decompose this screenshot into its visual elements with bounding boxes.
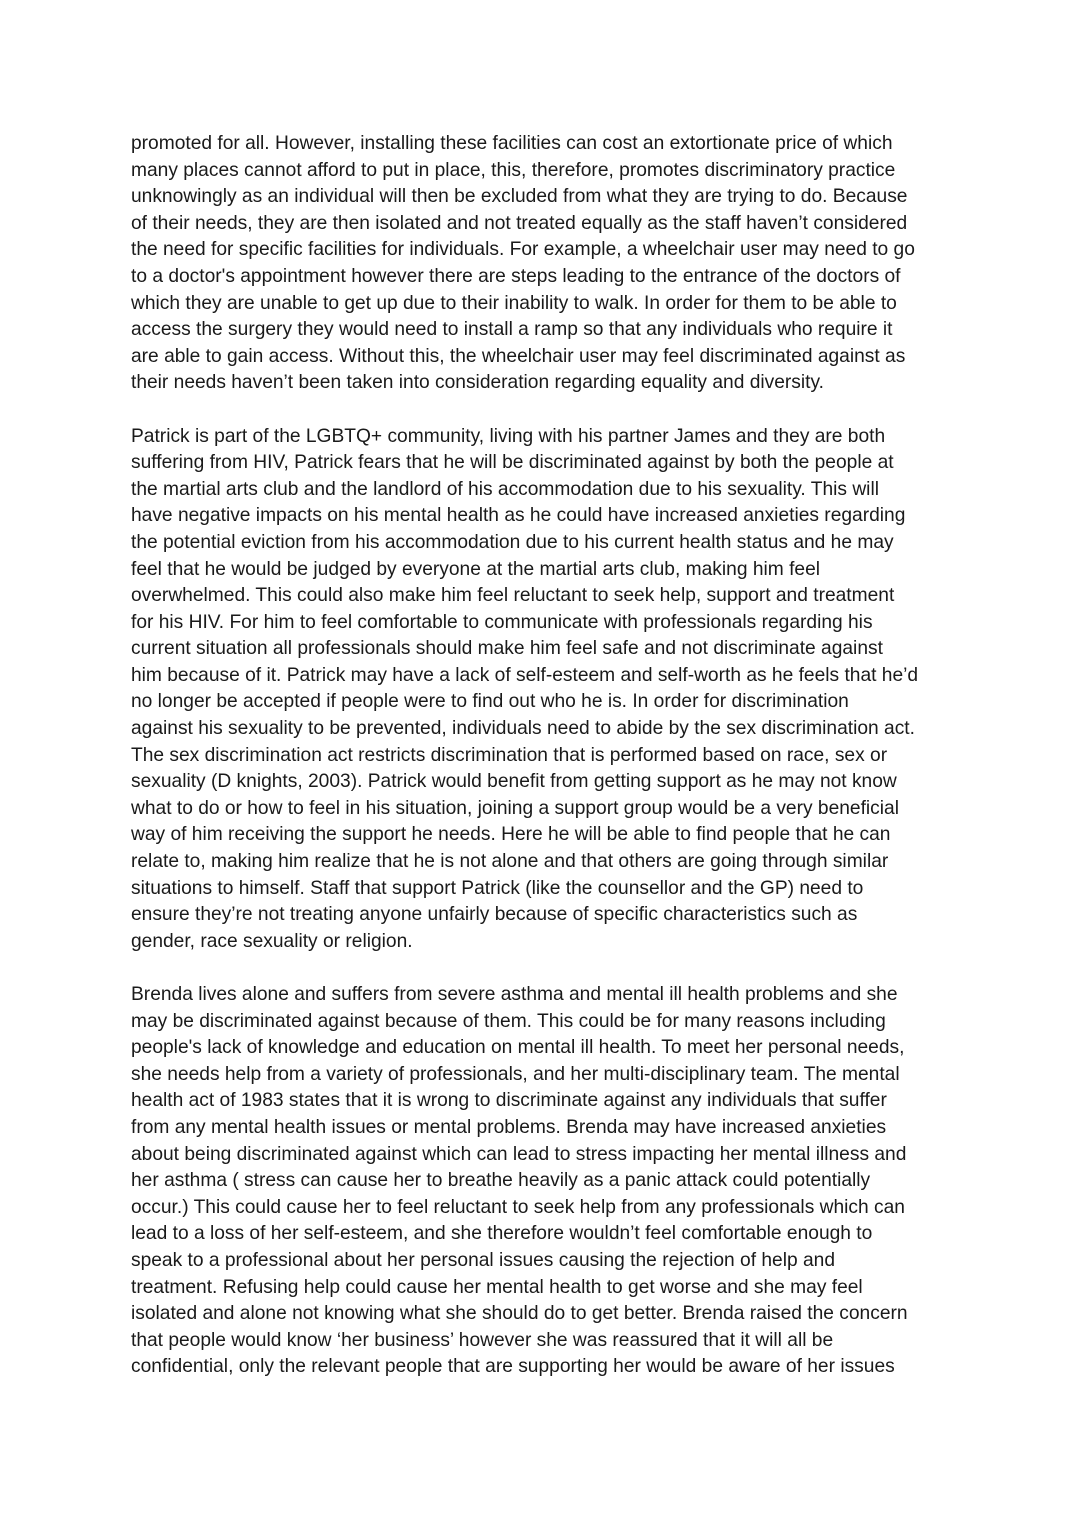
text-line: confidential, only the relevant people that are supporting her would be aware of her issues [131, 1356, 895, 1378]
text-line: the potential eviction from his accommodation due to his current health status and he may [131, 531, 894, 553]
text-line: their needs haven’t been taken into consideration regarding equality and diversity. [131, 372, 824, 394]
text-line: ensure they’re not treating anyone unfairly because of specific characteristics such as [131, 904, 858, 926]
text-line: speak to a professional about her personal issues causing the rejection of help and [131, 1249, 835, 1271]
text-line: unknowingly as an individual will then be excluded from what they are trying to do. Because [131, 186, 908, 208]
text-line: for his HIV. For him to feel comfortable to communicate with professionals regarding his [131, 611, 873, 633]
text-line: have negative impacts on his mental health as he could have increased anxieties regarding [131, 505, 906, 527]
text-line: way of him receiving the support he needs. Here he will be able to find people that he can [131, 824, 891, 846]
text-line: against his sexuality to be prevented, individuals need to abide by the sex discrimination act. [131, 718, 915, 740]
text-line: suffering from HIV, Patrick fears that he will be discriminated against by both the people at [131, 452, 894, 474]
text-line: occur.) This could cause her to feel reluctant to seek help from any professionals which can [131, 1196, 905, 1218]
paragraph-patrick [131, 424, 971, 956]
text-line: the martial arts club and the landlord of his accommodation due to his sexuality. This will [131, 478, 879, 500]
text-line: promoted for all. However, installing these facilities can cost an extortionate price of which [131, 133, 893, 154]
text-line: current situation all professionals should make him feel safe and not discriminate against [131, 638, 883, 660]
text-line: about being discriminated against which can lead to stress impacting her mental illness and [131, 1143, 907, 1165]
text-line: many places cannot afford to put in place, this, therefore, promotes discriminatory practice [131, 159, 896, 181]
text-line: lead to a loss of her self-esteem, and she therefore wouldn’t feel comfortable enough to [131, 1223, 873, 1245]
text-line: feel that he would be judged by everyone at the martial arts club, making him feel [131, 558, 821, 580]
paragraph-spacer [131, 397, 971, 424]
text-line: gender, race sexuality or religion. [131, 930, 413, 952]
text-line: no longer be accepted if people were to find out who he is. In order for discrimination [131, 691, 849, 713]
text-line: isolated and alone not knowing what she should do to get better. Brenda raised the concern [131, 1303, 908, 1325]
text-line: The sex discrimination act restricts discrimination that is performed based on race, sex or [131, 744, 888, 766]
text-line: her asthma ( stress can cause her to breathe heavily as a panic attack could potentially [131, 1170, 871, 1192]
text-line: she needs help from a variety of professionals, and her multi-disciplinary team. The mental [131, 1063, 900, 1085]
text-line: Brenda lives alone and suffers from severe asthma and mental ill health problems and she [131, 984, 898, 1005]
text-line: situations to himself. Staff that support Patrick (like the counsellor and the GP) need to [131, 877, 864, 899]
text-line: sexuality (D knights, 2003). Patrick would benefit from getting support as he may not know [131, 771, 897, 793]
text-line: which they are unable to get up due to their inability to walk. In order for them to be able to [131, 292, 897, 314]
text-line: people's lack of knowledge and education on mental ill health. To meet her personal needs, [131, 1037, 905, 1059]
text-line: may be discriminated against because of them. This could be for many reasons including [131, 1010, 886, 1032]
text-line: relate to, making him realize that he is not alone and that others are going through similar [131, 851, 889, 873]
text-line: to a doctor's appointment however there are steps leading to the entrance of the doctors of [131, 265, 901, 287]
text-line: what to do or how to feel in his situation, joining a support group would be a very beneficial [131, 797, 899, 819]
text-line: access the surgery they would need to install a ramp so that any individuals who require it [131, 319, 893, 341]
paragraph-brenda [131, 982, 971, 1381]
text-line: from any mental health issues or mental problems. Brenda may have increased anxieties [131, 1116, 887, 1138]
text-line: overwhelmed. This could also make him feel reluctant to seek help, support and treatment [131, 585, 895, 607]
text-line: the need for specific facilities for individuals. For example, a wheelchair user may need to go [131, 239, 915, 261]
text-line: that people would know ‘her business’ however she was reassured that it will all be [131, 1329, 834, 1351]
text-line: of their needs, they are then isolated and not treated equally as the staff haven’t considered [131, 212, 908, 234]
text-line: health act of 1983 states that it is wrong to discriminate against any individuals that suffer [131, 1090, 887, 1112]
paragraph-spacer [131, 955, 971, 982]
text-line: are able to gain access. Without this, the wheelchair user may feel discriminated against as [131, 345, 906, 367]
text-line: Patrick is part of the LGBTQ+ community, living with his partner James and they are both [131, 425, 886, 447]
text-line: him because of it. Patrick may have a lack of self-esteem and self-worth as he feels that he’d [131, 664, 919, 686]
text-line: treatment. Refusing help could cause her mental health to get worse and she may feel [131, 1276, 863, 1298]
paragraph-facilities [131, 131, 971, 397]
document-body [131, 131, 971, 1381]
